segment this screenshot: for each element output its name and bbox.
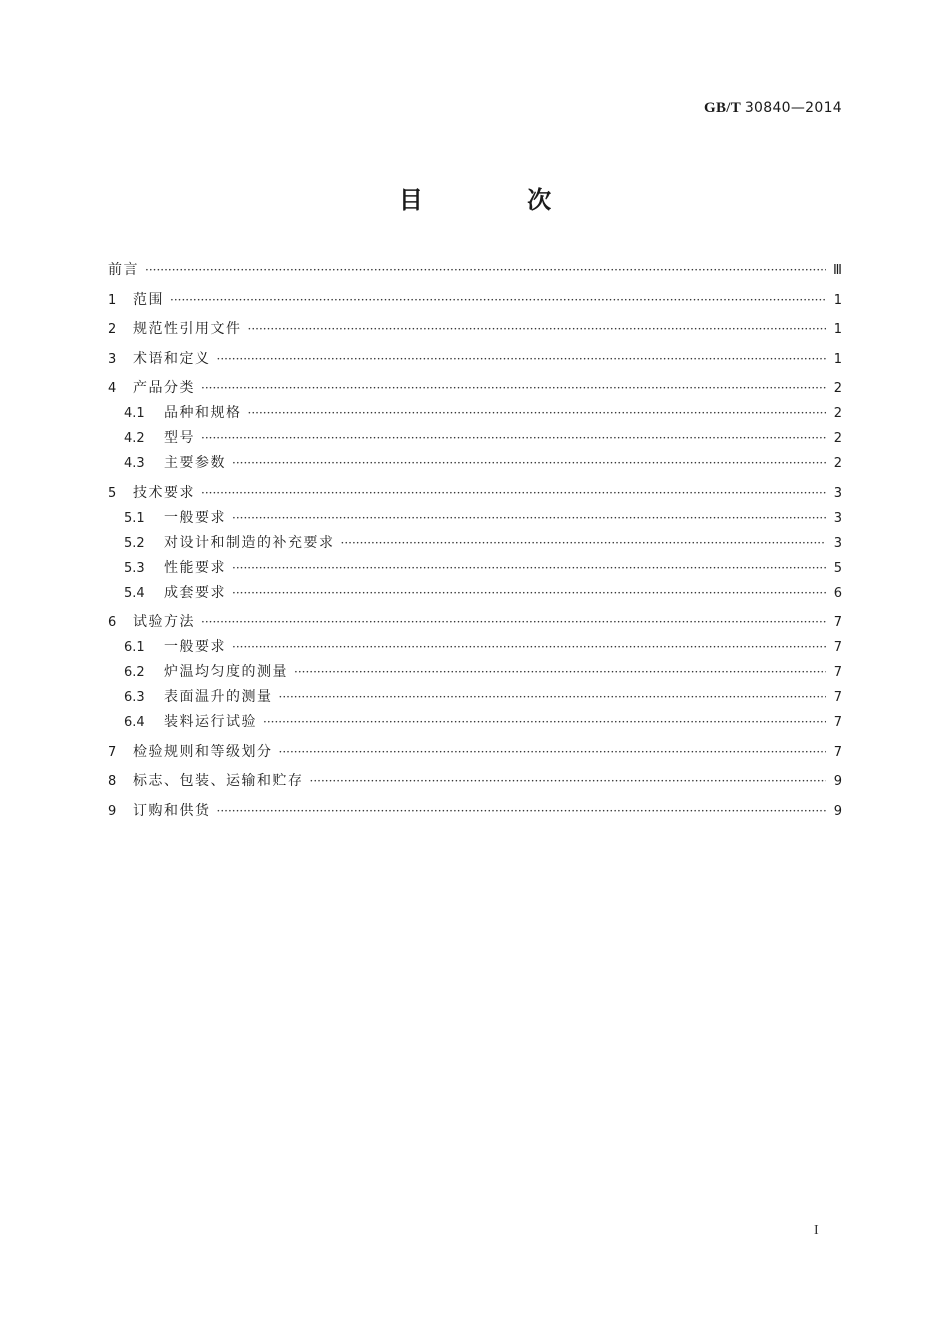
toc-entry-label: 标志、包装、运输和贮存 [133, 773, 304, 789]
dot-leader [201, 481, 826, 506]
dot-leader [232, 506, 826, 531]
toc-entry-label: 表面温升的测量 [164, 689, 273, 705]
toc-entry-number: 5.1 [124, 510, 145, 526]
toc-entry[interactable] [108, 258, 842, 283]
toc-entry-page: 1 [833, 292, 842, 308]
dot-leader [279, 685, 827, 710]
toc-entry-label: 对设计和制造的补充要求 [164, 534, 335, 551]
toc-entry-label: 规范性引用文件 [133, 321, 242, 337]
toc-entry-label: 产品分类 [133, 380, 195, 396]
dot-leader [232, 635, 826, 660]
toc-entry-label: 前言 [108, 262, 139, 278]
dot-leader [201, 426, 826, 451]
toc-entry-page: Ⅲ [833, 263, 842, 278]
toc-entry-number: 5 [108, 485, 117, 501]
toc-entry-number: 1 [108, 292, 117, 308]
toc-entry-number: 5.2 [124, 535, 145, 551]
toc-entry-page: 5 [833, 560, 842, 576]
toc-entry[interactable] [108, 317, 842, 342]
toc-entry-label: 炉温均匀度的测量 [164, 664, 288, 680]
toc-entry-number: 6.1 [124, 640, 145, 655]
toc-entry-page: 2 [833, 381, 842, 396]
toc-entry-label: 一般要求 [164, 509, 226, 526]
toc-entry-number: 6.2 [124, 665, 145, 680]
toc-entry-page: 3 [833, 510, 842, 526]
toc-entry[interactable] [108, 660, 842, 685]
standard-code [704, 100, 842, 117]
dot-leader [170, 288, 826, 313]
dot-leader [201, 610, 826, 635]
standard-number: 30840—2014 [744, 100, 842, 116]
dot-leader [232, 451, 826, 476]
toc-entry-label: 试验方法 [133, 614, 195, 630]
toc-entry-number: 7 [108, 744, 117, 760]
toc-entry-label: 订购和供货 [133, 802, 211, 819]
toc-entry[interactable] [108, 740, 842, 765]
toc-entry[interactable] [108, 481, 842, 506]
toc-entry[interactable] [108, 769, 842, 794]
toc-entry[interactable] [108, 426, 842, 451]
toc-entry[interactable] [108, 531, 842, 556]
dot-leader [294, 660, 826, 685]
toc-entry-page: 2 [833, 431, 842, 446]
dot-leader [217, 347, 827, 372]
table-of-contents [108, 258, 842, 824]
dot-leader [310, 769, 827, 794]
dot-leader [263, 710, 826, 735]
dot-leader [232, 556, 826, 581]
toc-entry-page: 1 [833, 322, 842, 337]
toc-entry[interactable] [108, 451, 842, 476]
toc-entry[interactable] [108, 506, 842, 531]
page-number: I [814, 1223, 819, 1238]
toc-entry-page: 9 [833, 803, 842, 819]
dot-leader [248, 401, 827, 426]
toc-entry-number: 6 [108, 615, 117, 630]
toc-entry-number: 6.4 [124, 715, 145, 730]
toc-entry[interactable] [108, 288, 842, 313]
toc-entry-number: 4.1 [124, 406, 145, 421]
toc-entry-page: 7 [833, 615, 842, 630]
toc-entry-page: 9 [833, 774, 842, 789]
toc-entry-page: 7 [833, 690, 842, 705]
toc-entry-number: 5.3 [124, 560, 145, 576]
toc-entry-page: 6 [833, 585, 842, 601]
toc-entry-page: 2 [833, 406, 842, 421]
dot-leader [248, 317, 827, 342]
toc-entry[interactable] [108, 376, 842, 401]
toc-entry-number: 4.2 [124, 431, 145, 446]
toc-entry-page: 2 [833, 456, 842, 471]
toc-entry[interactable] [108, 347, 842, 372]
toc-entry-number: 3 [108, 351, 117, 367]
toc-entry-number: 5.4 [124, 585, 145, 601]
toc-entry-page: 7 [833, 744, 842, 760]
dot-leader [201, 376, 826, 401]
toc-entry-label: 一般要求 [164, 639, 226, 655]
toc-entry-page: 7 [833, 640, 842, 655]
toc-entry-page: 3 [833, 535, 842, 551]
toc-entry[interactable] [108, 610, 842, 635]
toc-entry-label: 检验规则和等级划分 [133, 743, 273, 760]
dot-leader [217, 799, 827, 824]
toc-entry-label: 术语和定义 [133, 350, 211, 367]
toc-entry-label: 装料运行试验 [164, 714, 257, 730]
toc-entry-number: 8 [108, 774, 117, 789]
toc-entry-page: 3 [833, 485, 842, 501]
toc-entry-label: 型号 [164, 430, 195, 446]
toc-entry-number: 6.3 [124, 690, 145, 705]
toc-entry-label: 品种和规格 [164, 405, 242, 421]
toc-entry-number: 4 [108, 381, 117, 396]
toc-entry-number: 9 [108, 803, 117, 819]
standard-prefix: GB/T [703, 100, 741, 116]
toc-entry[interactable] [108, 685, 842, 710]
toc-entry[interactable] [108, 710, 842, 735]
toc-entry-page: 1 [833, 351, 842, 367]
page-title: 目 次 [398, 186, 600, 214]
dot-leader [279, 740, 827, 765]
dot-leader [341, 531, 827, 556]
toc-entry[interactable] [108, 556, 842, 581]
toc-entry-label: 范围 [133, 291, 164, 308]
toc-entry-label: 成套要求 [164, 584, 226, 601]
toc-entry-page: 7 [833, 715, 842, 730]
toc-entry-label: 技术要求 [133, 484, 195, 501]
dot-leader [232, 581, 826, 606]
toc-entry[interactable] [108, 581, 842, 606]
toc-entry-label: 性能要求 [164, 559, 226, 576]
toc-entry[interactable] [108, 401, 842, 426]
toc-entry-number: 4.3 [124, 456, 145, 471]
toc-entry-label: 主要参数 [164, 455, 226, 471]
toc-entry-page: 7 [833, 665, 842, 680]
toc-entry-number: 2 [108, 322, 117, 337]
dot-leader [145, 258, 826, 283]
toc-entry[interactable] [108, 635, 842, 660]
toc-entry[interactable] [108, 799, 842, 824]
